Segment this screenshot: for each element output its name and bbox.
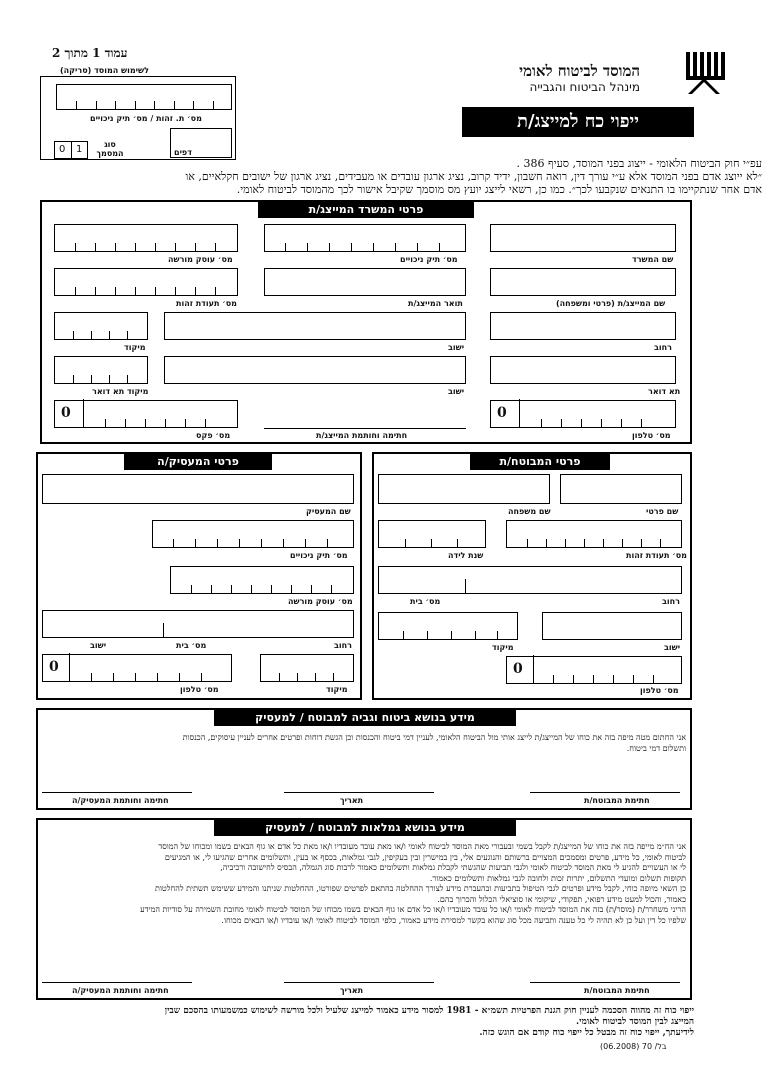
office-name-label: שם המשרד: [632, 255, 674, 264]
insurance-date-line[interactable]: [284, 792, 434, 793]
deductions-file-field[interactable]: [264, 224, 466, 252]
menorah-logo-icon: [680, 48, 728, 96]
footer-line-2: המייצג לבין המוסד לביטוח לאומי.: [575, 1017, 694, 1027]
insurance-insured-sign-label: חתימת המבוטח/ת: [584, 796, 650, 805]
benefits-insured-sign-label: חתימת המבוטח/ת: [584, 986, 650, 995]
insured-town-field[interactable]: [542, 612, 682, 640]
form-code: בל/ 70 (06.2008): [600, 1042, 667, 1051]
employer-deductions-field[interactable]: [152, 520, 354, 548]
benefits-info-text: [42, 842, 686, 926]
law-line-1: עפ״י חוק הביטוח הלאומי - ייצוג בפני המוסד, סעיף 386 .: [516, 157, 762, 170]
benefits-line-1: אני הח״מ מייפה בזה את כוחו של המייצג/ת לקבל בשמי ובעבורי מאת המוסד לביטוח לאומי ו/או מאת עובד מעובדיו ו/או מאת כל אדם או גוף הבאים בשמו ומכוחו של המוסד: [158, 842, 686, 851]
rep-zip-field[interactable]: [54, 312, 148, 340]
department-name: מינהל הביטוח והגבייה: [529, 80, 640, 94]
insured-id-field[interactable]: [506, 520, 682, 548]
rep-section-title: פרטי המשרד המייצג/ת: [258, 202, 474, 218]
po-zip-field[interactable]: [54, 356, 148, 384]
rep-phone-field[interactable]: [490, 400, 676, 428]
rep-fax-label: מס׳ פקס: [196, 431, 231, 440]
employer-phone-field[interactable]: [42, 654, 232, 682]
law-text: [40, 157, 762, 196]
employer-section-title: פרטי המעסיק/ה: [124, 454, 272, 470]
insured-phone-label: מס׳ טלפון: [640, 686, 679, 695]
employer-house-no-label: מס׳ בית: [176, 641, 207, 650]
insured-street-field[interactable]: [378, 566, 682, 594]
insurance-employer-sign-label: חתימה וחותמת המעסיק/ה: [72, 796, 169, 805]
insured-zip-field[interactable]: [378, 612, 518, 640]
page-number: עמוד 1 מתוך 2: [52, 46, 128, 60]
office-name-field[interactable]: [490, 224, 676, 252]
insured-first-name-label: שם פרטי: [646, 507, 679, 516]
id-file-digits-field[interactable]: [56, 84, 232, 110]
rep-sign-line[interactable]: [264, 428, 466, 429]
employer-phone-label: מס׳ טלפון: [180, 685, 219, 694]
benefits-date-line[interactable]: [284, 982, 434, 983]
insurance-info-line-1: אני החתום מטה מיפה בזה את כוחו של המייצג/ת לייצג אותי מול הביטוח הלאומי, לעניין דמי ביטוח והכנסות וכן הגשת דוחות ופרטים אחרים לעניין עיסוקים, הכנסות: [182, 733, 686, 742]
benefits-date-label: תאריך: [340, 986, 364, 995]
employer-name-label: שם המעסיק: [306, 507, 351, 516]
rep-id-number-field[interactable]: [54, 268, 238, 296]
footer-line-3: לידיעתך, ייפוי כוח זה מבטל כל ייפוי כוח קודם אם הוגש כזה.: [479, 1028, 694, 1038]
employer-name-field[interactable]: [42, 474, 354, 504]
benefits-employer-sign-label: חתימה וחותמת המעסיק/ה: [72, 986, 169, 995]
po-box-field[interactable]: [490, 356, 676, 384]
employer-street-label: רחוב: [334, 641, 352, 650]
employer-street-field[interactable]: [42, 610, 354, 638]
doc-type-digit-2: 1: [76, 144, 83, 155]
licensed-dealer-field[interactable]: [54, 224, 238, 252]
employer-deductions-label: מס׳ תיק ניכויים: [290, 551, 348, 560]
insurance-info-title: מידע בנושא ביטוח וגביה למבוטח / למעסיק: [214, 710, 516, 726]
insured-last-name-label: שם משפחה: [508, 507, 551, 516]
rep-town-label: ישוב: [448, 343, 465, 352]
insured-id-label: מס׳ תעודת זהות: [626, 551, 687, 560]
insured-house-no-label: מס׳ בית: [410, 597, 441, 606]
rep-town-field[interactable]: [164, 312, 466, 340]
rep-fax-field[interactable]: [54, 400, 238, 428]
employer-licensed-dealer-label: מס׳ עוסק מורשה: [288, 597, 353, 606]
doc-type-digit-1: 0: [59, 144, 66, 155]
insurance-employer-sign-line[interactable]: [42, 792, 192, 793]
rep-title-label: תואר המייצג/ת: [408, 299, 463, 308]
insurance-insured-sign-line[interactable]: [530, 792, 680, 793]
insured-phone-field[interactable]: [506, 656, 682, 684]
law-line-2: ״לא ייוצג אדם בפני המוסד אלא ע״י עורך דין, רואה חשבון, ידיד קרוב, נציג ארגון עובדים או מעבידים, נציג ארגון של ישובים חקלאיים, או: [185, 170, 762, 183]
fax-prefix: 0: [61, 405, 71, 421]
insured-last-name-field[interactable]: [378, 474, 550, 504]
benefits-line-5: כן השאי מיופה כוחי, לקבל מידע ופרטים לגבי הטיפול בתביעות ובהעברת מידע לצורך ההחלטה בהתאם לפרטים שפורטו, ההחלטות שניתנו והמידע ששימש תשתית להחלטות: [154, 884, 686, 893]
id-file-label: מס׳ ת. זהות / מס׳ תיק ניכויים: [90, 114, 202, 123]
benefits-line-2: לביטוח לאומי, כל מידע, פרטים ומסמכים המצויים ברשותם והנוגעים אלי, בין במישרין ובין בעקיפין, לגבי גמלאות, בכסף או בעין, ותשלומים אחרים שהגיעו לי, או המגיעים: [164, 852, 686, 862]
licensed-dealer-label: מס׳ עוסק מורשה: [168, 255, 233, 264]
benefits-line-4: תקופות תשלום ומועדי התשלום, יתרות זכות ולחובה לגבי גמלאות ותשלומים כאמור.: [429, 873, 686, 883]
po-zip-label: מיקוד תא דואר: [92, 387, 149, 396]
insured-section-title: פרטי המבוטח/ת: [470, 454, 610, 470]
privacy-footer: [30, 1006, 694, 1039]
insurance-date-label: תאריך: [340, 796, 364, 805]
po-town-field[interactable]: [164, 356, 466, 384]
footer-line-1: ייפוי כוח זה מהווה הסכמה לעניין חוק הגנת הפרטיות תשמ״א - 1981 למסור מידע כאמור למייצג שלעיל ולכל מורשה לשימוש כמשמעותו בהסכם שבין: [164, 1006, 694, 1016]
benefits-insured-sign-line[interactable]: [530, 982, 680, 983]
insured-phone-prefix: 0: [513, 661, 523, 677]
deductions-file-label: מס׳ תיק ניכויים: [400, 255, 458, 264]
insured-town-label: ישוב: [664, 643, 681, 652]
benefits-line-7: הריני משחרר/ת (מוסר/ת) בזה את המוסד לביטוח לאומי ו/או כל עובד מעובדיו ו/או כל אדם או גוף הבאים בשמו מכוחו של המוסד לביטוח לאומי מחובת השמירה על סודיות המידע: [140, 905, 686, 914]
benefits-info-title: מידע בנושא גמלאות למבוטח / למעסיק: [214, 820, 516, 836]
law-line-3: אדם אחר שנתקיימו בו התנאים שנקבעו לכך״. כמו כן, רשאי לייצג יועץ מס מוסמך שקיבל אישור לכך מהמוסד לביטוח לאומי.: [236, 183, 762, 196]
insured-zip-label: מיקוד: [492, 643, 514, 652]
benefits-line-3: לי או העשויים להגיע לי מאת המוסד לביטוח לאומי ולגבי תביעות שהגשתי לקבלת גמלאות ותשלומים כאמור לרבות סוג הגמלה, הבסיס לחישובה ורכיביה,: [220, 863, 686, 872]
insured-birth-year-label: שנת לידה: [448, 551, 484, 560]
phone-prefix: 0: [497, 405, 507, 421]
pages-label: דפים: [174, 148, 192, 157]
insured-street-label: רחוב: [662, 597, 680, 606]
insured-first-name-field[interactable]: [560, 474, 682, 504]
insurance-info-text: [42, 733, 686, 754]
form-title: ייפוי כח למייצג/ת: [462, 107, 694, 137]
rep-title-field[interactable]: [264, 268, 466, 296]
employer-zip-field[interactable]: [260, 654, 354, 682]
benefits-employer-sign-line[interactable]: [42, 982, 192, 983]
insurance-info-line-2: ותשלום דמי ביטוח.: [626, 743, 686, 753]
doc-type-label: סוג המסמך: [96, 140, 124, 158]
office-use-caption: לשימוש המוסד (סריקה): [60, 66, 149, 75]
rep-name-label: שם המייצג/ת (פרטי ומשפחה): [556, 299, 666, 308]
employer-licensed-dealer-field[interactable]: [170, 566, 354, 594]
po-box-label: תא דואר: [648, 387, 681, 396]
rep-sign-label: חתימה וחותמת המייצג/ת: [316, 431, 408, 440]
rep-street-label: רחוב: [654, 343, 672, 352]
ministry-name: המוסד לביטוח לאומי: [519, 62, 640, 80]
insured-birth-year-field[interactable]: [378, 520, 486, 548]
employer-phone-prefix: 0: [49, 659, 59, 675]
employer-town-label: ישוב: [90, 641, 107, 650]
employer-zip-label: מיקוד: [326, 685, 348, 694]
rep-zip-label: מיקוד: [124, 343, 146, 352]
rep-name-field[interactable]: [490, 268, 676, 296]
rep-id-number-label: מס׳ תעודת זהות: [176, 299, 237, 308]
po-town-label: ישוב: [448, 387, 465, 396]
rep-phone-label: מס׳ טלפון: [632, 431, 671, 440]
benefits-line-8: שלפיו כל דין ועל כן לא תהיה לי כל טענה ותביעה מכל סוג שהוא בקשר למסירת מידע כאמור, כלפי המוסד לביטוח לאומי ו/או עובדיו ו/או הבאים מכוחו.: [221, 915, 686, 925]
rep-street-field[interactable]: [490, 312, 676, 340]
benefits-line-6: כאמור, והכול למעט מידע רפואי, תפקודי, שיקומי או סוציאלי הכלול והכרוך בהם.: [437, 894, 686, 904]
